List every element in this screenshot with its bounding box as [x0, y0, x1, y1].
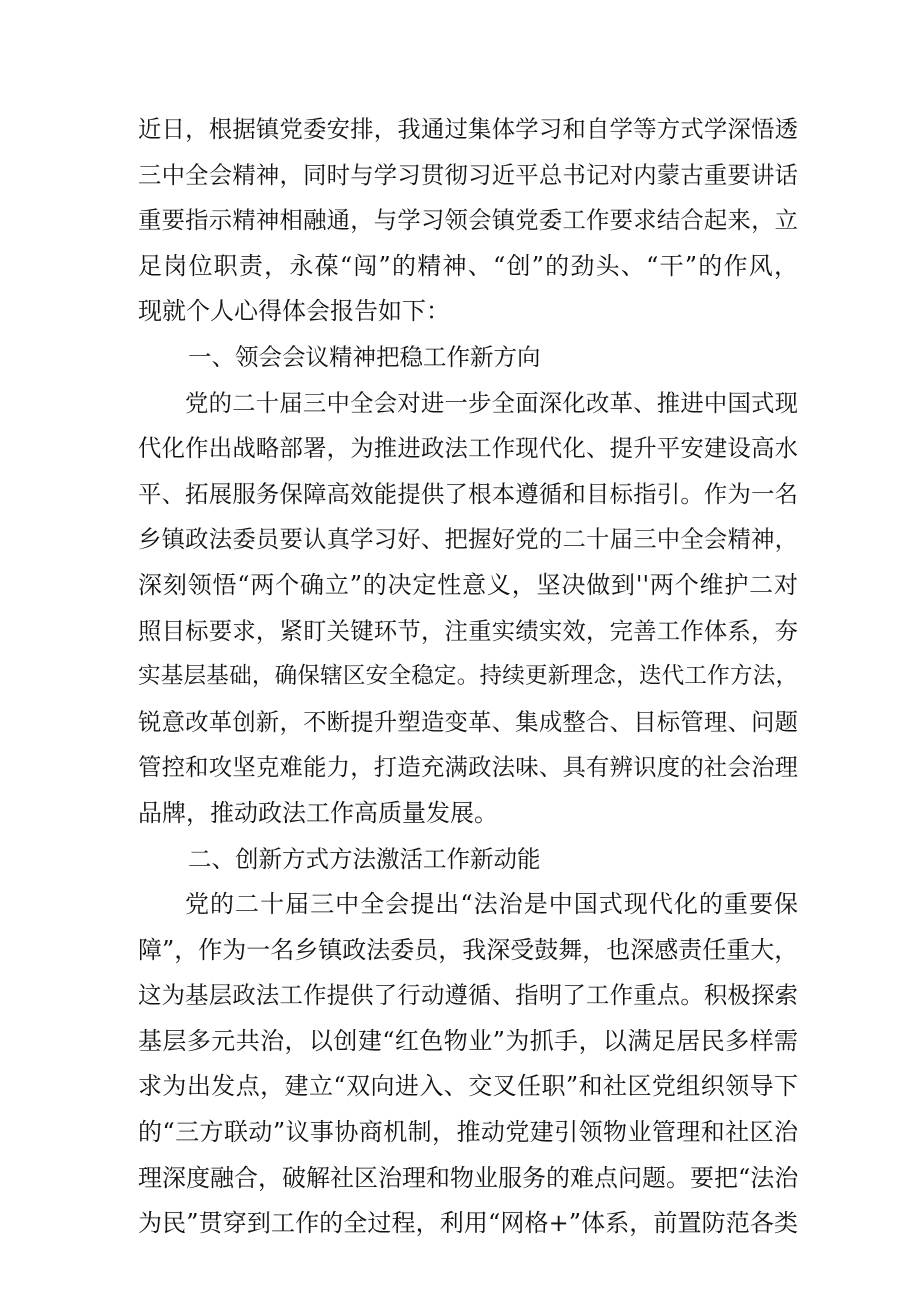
section-heading-2: 二、创新方式方法激活工作新动能 [188, 844, 541, 873]
text-line: 足岗位职责，永葆“闯”的精神、“创”的劲头、“干”的作风， [138, 251, 798, 280]
text-line: 重要指示精神相融通，与学习领会镇党委工作要求结合起来，立 [138, 206, 798, 235]
text-line: 理深度融合，破解社区治理和物业服务的难点问题。要把“法治 [138, 1163, 799, 1192]
text-line: 锐意改革创新，不断提升塑造变革、集成整合、目标管理、问题 [138, 707, 798, 736]
text-line: 平、拓展服务保障高效能提供了根本遵循和目标指引。作为一名 [138, 479, 798, 508]
text-line: 品牌，推动政法工作高质量发展。 [138, 798, 498, 827]
text-line: 基层多元共治，以创建“红色物业”为抓手，以满足居民多样需 [138, 1026, 798, 1055]
document-body [138, 107, 798, 1247]
section-heading-1: 一、领会会议精神把稳工作新方向 [188, 342, 541, 371]
text-line: 深刻领悟“两个确立”的决定性意义，坚决做到''两个维护二对 [138, 570, 798, 599]
text-line: 实基层基础，确保辖区安全稳定。持续更新理念，迭代工作方法， [138, 663, 798, 690]
text-line: 障”，作为一名乡镇政法委员，我深受鼓舞，也深感责任重大， [138, 935, 799, 964]
section2-paragraph [138, 882, 798, 1247]
text-line: 代化作出战略部署，为推进政法工作现代化、提升平安建设高水 [138, 434, 798, 463]
section1-paragraph [138, 381, 798, 837]
text-line: 照目标要求，紧盯关键环节，注重实绩实效，完善工作体系，夯 [138, 616, 798, 645]
text-line: 近日，根据镇党委安排，我通过集体学习和自学等方式学深悟透 [138, 115, 798, 143]
text-line: 求为出发点，建立“双向进入、交叉任职”和社区党组织领导下 [138, 1072, 798, 1101]
text-line: 为民”贯穿到工作的全过程，利用“网格+”体系，前置防范各类 [138, 1209, 798, 1238]
text-line: 党的二十届三中全会提出“法治是中国式现代化的重要保 [185, 890, 798, 919]
text-line: 乡镇政法委员要认真学习好、把握好党的二十届三中全会精神， [138, 525, 798, 554]
text-line: 三中全会精神，同时与学习贯彻习近平总书记对内蒙古重要讲话 [138, 160, 798, 189]
text-line: 管控和攻坚克难能力，打造充满政法味、具有辨识度的社会治理 [138, 753, 798, 782]
intro-paragraph [138, 107, 798, 335]
text-line: 这为基层政法工作提供了行动遵循、指明了工作重点。积极探索 [138, 981, 798, 1010]
text-line: 党的二十届三中全会对进一步全面深化改革、推进中国式现 [185, 388, 798, 417]
text-line: 的“三方联动”议事协商机制，推动党建引领物业管理和社区治 [138, 1118, 798, 1147]
text-line: 现就个人心得体会报告如下： [138, 297, 450, 326]
